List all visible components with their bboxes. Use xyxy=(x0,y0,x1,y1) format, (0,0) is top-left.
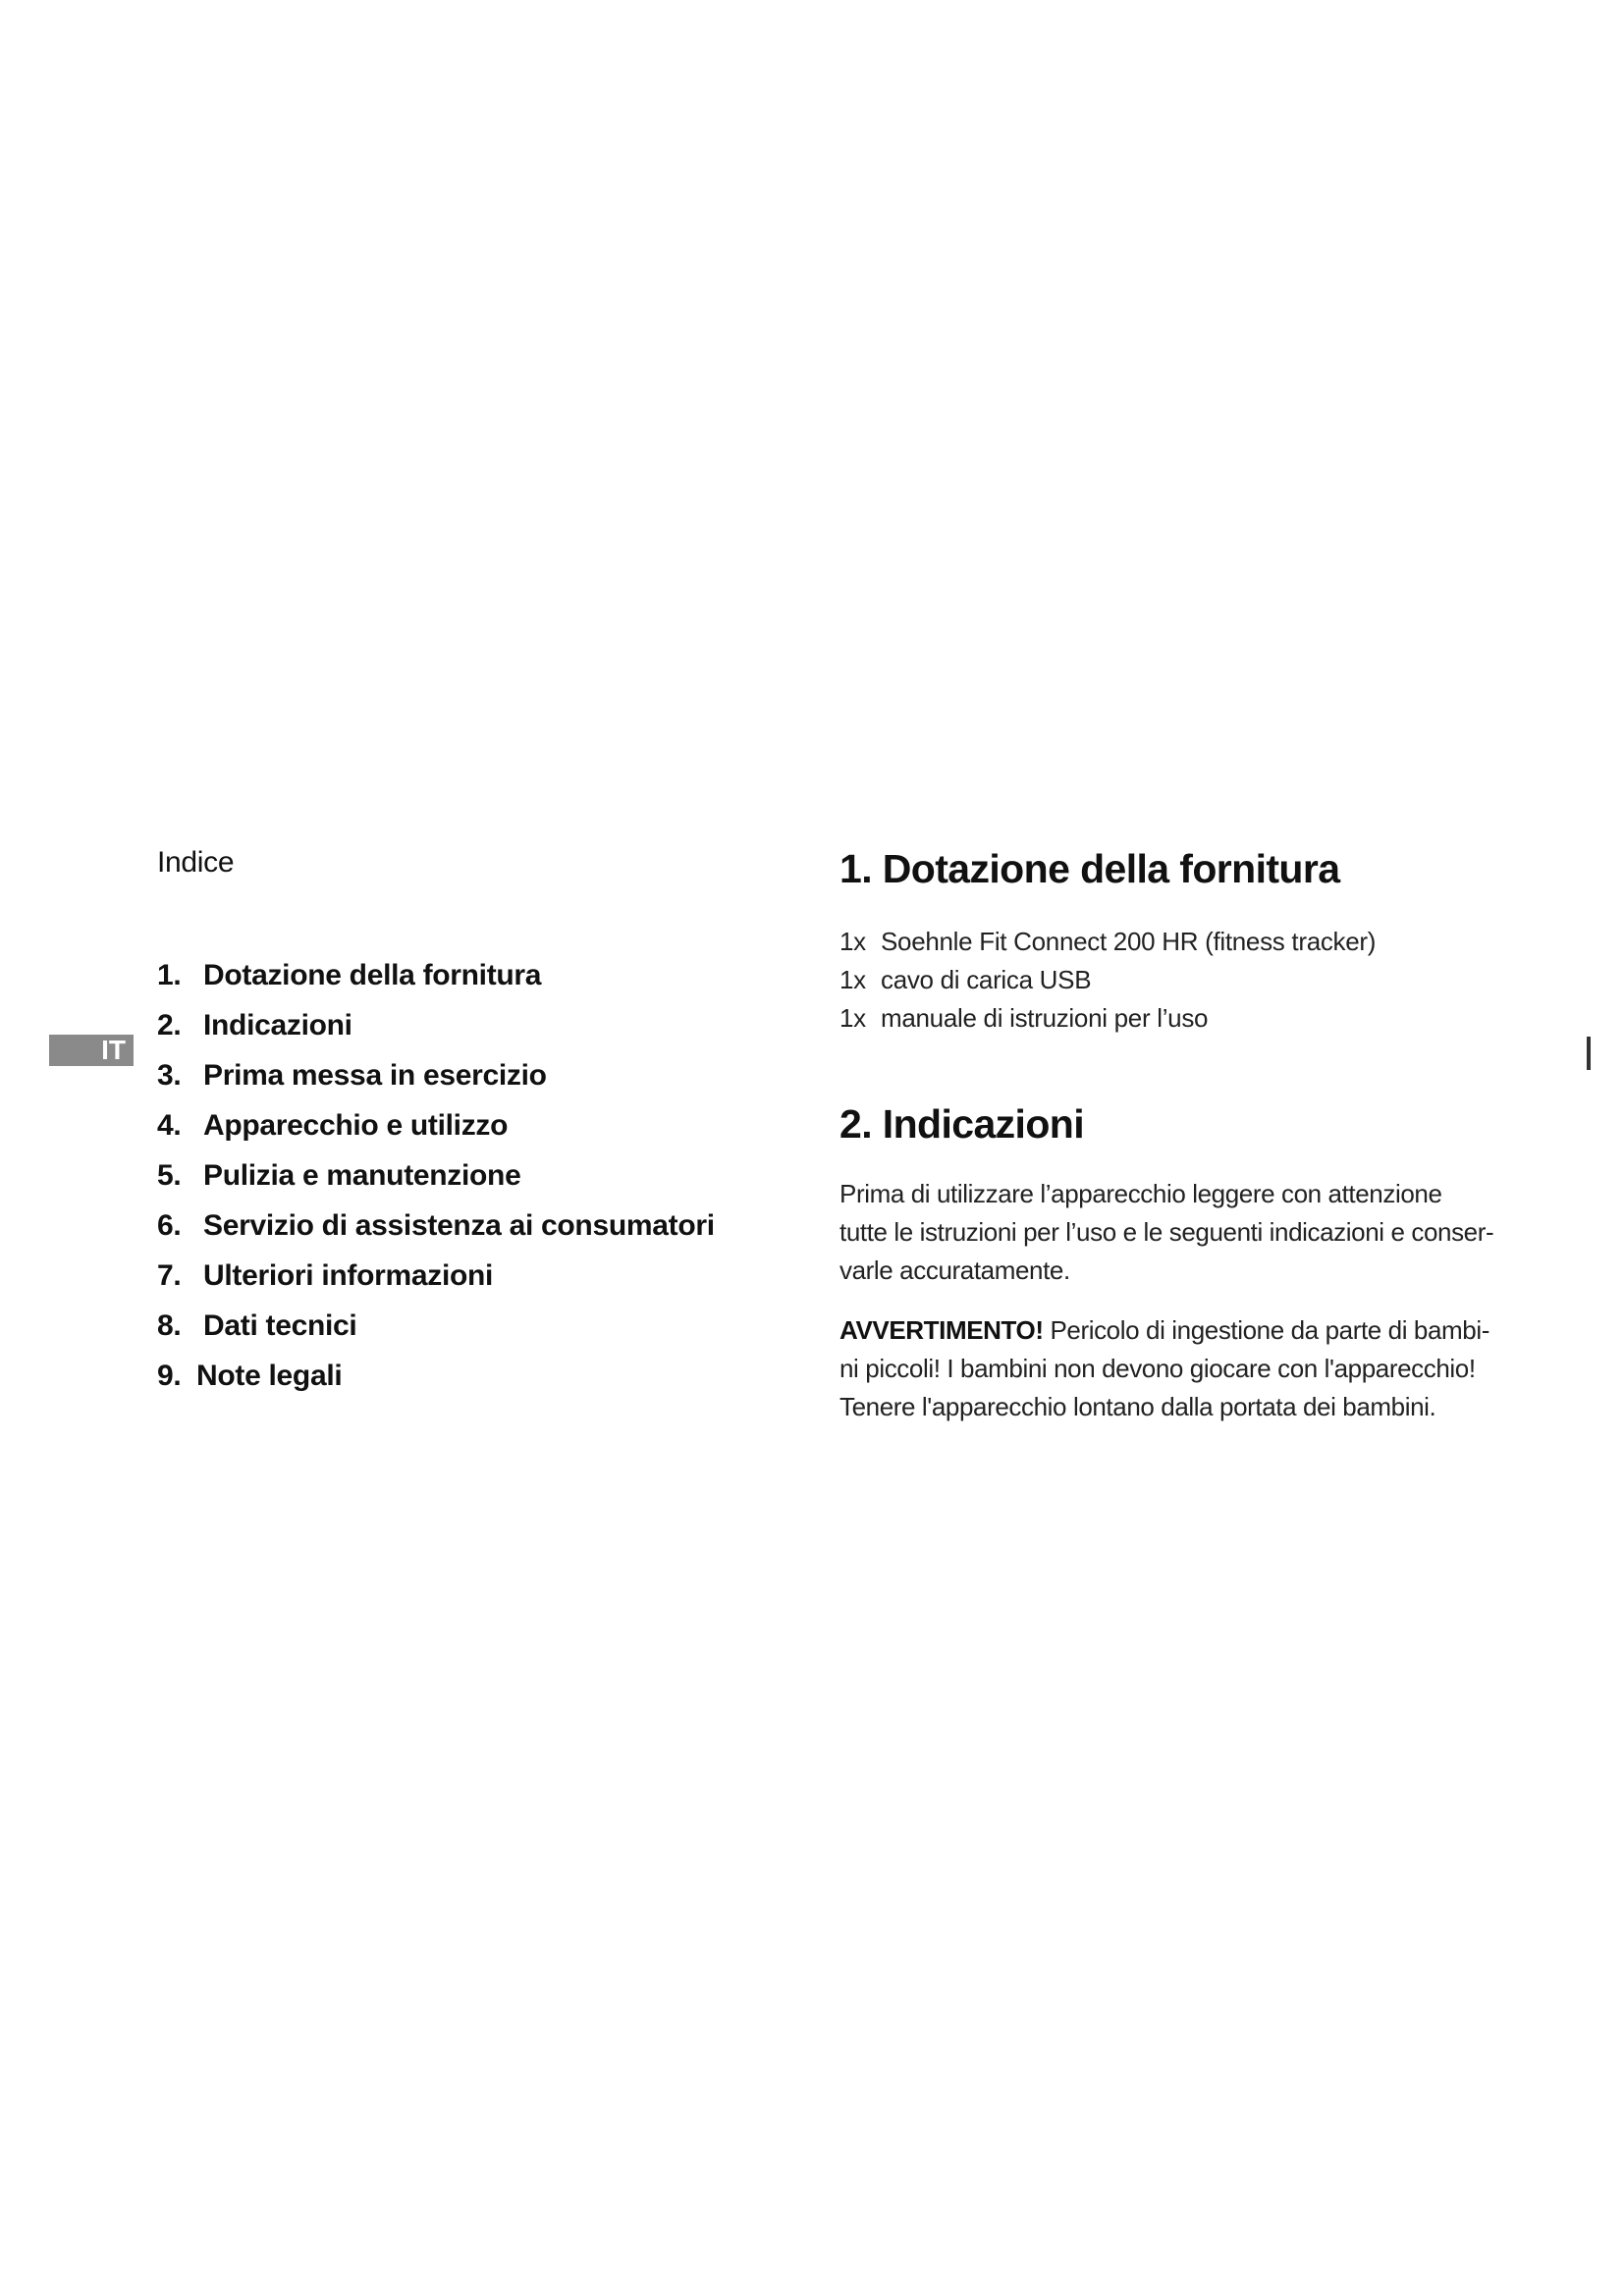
section2-title: 2. Indicazioni xyxy=(839,1101,1085,1147)
toc-title: Indice xyxy=(157,846,235,879)
paragraph-line: Tenere l'apparecchio lontano dalla portata dei bambini. xyxy=(839,1392,1436,1421)
supply-item xyxy=(839,923,1376,961)
toc-item-label: Note legali xyxy=(196,1360,343,1392)
warning-label: AVVERTIMENTO! xyxy=(839,1315,1044,1345)
language-tab xyxy=(49,1035,134,1066)
supply-item xyxy=(839,999,1376,1038)
toc-item-number: 2. xyxy=(157,1009,182,1041)
supply-item-qty: 1x xyxy=(839,965,866,994)
toc-item xyxy=(157,1150,715,1201)
language-tab-label: IT xyxy=(101,1035,126,1065)
toc-item-number: 7. xyxy=(157,1259,182,1292)
instructions-paragraph xyxy=(839,1175,1494,1290)
supply-item-text: Soehnle Fit Connect 200 HR (fitness tracker) xyxy=(881,927,1377,956)
supply-item-text: cavo di carica USB xyxy=(881,965,1092,994)
toc-item-number: 5. xyxy=(157,1159,182,1192)
toc-item xyxy=(157,1351,715,1401)
paragraph-line: varle accuratamente. xyxy=(839,1255,1070,1285)
toc-item xyxy=(157,1251,715,1301)
toc-item xyxy=(157,950,715,1000)
toc-item-label: Dotazione della fornitura xyxy=(203,959,542,991)
toc-item-label: Indicazioni xyxy=(203,1009,352,1041)
toc-item xyxy=(157,1301,715,1351)
toc-item xyxy=(157,1050,715,1100)
paragraph-line: ni piccoli! I bambini non devono giocare con l'apparecchio! xyxy=(839,1354,1476,1383)
section1-title: 1. Dotazione della fornitura xyxy=(839,846,1340,891)
toc-item-number: 3. xyxy=(157,1059,182,1092)
toc-item-label: Apparecchio e utilizzo xyxy=(203,1109,509,1142)
supply-item-qty: 1x xyxy=(839,1003,866,1033)
toc-item-label: Servizio di assistenza ai consumatori xyxy=(203,1209,715,1242)
toc-item-label: Ulteriori informazioni xyxy=(203,1259,494,1292)
toc-item xyxy=(157,1201,715,1251)
toc-item-label: Pulizia e manutenzione xyxy=(203,1159,521,1192)
toc-item-number: 9. xyxy=(157,1360,182,1392)
toc-item-label: Dati tecnici xyxy=(203,1309,357,1342)
toc-list xyxy=(157,950,715,1401)
paragraph-line xyxy=(839,1311,1488,1350)
toc-item-number: 4. xyxy=(157,1109,182,1142)
paragraph-line: Prima di utilizzare l’apparecchio leggere con attenzione xyxy=(839,1179,1442,1208)
paragraph-line: tutte le istruzioni per l’uso e le seguenti indicazioni e conser- xyxy=(839,1217,1494,1247)
supply-item-qty: 1x xyxy=(839,927,866,956)
toc-item-number: 1. xyxy=(157,959,182,991)
toc-item xyxy=(157,1000,715,1050)
toc-item xyxy=(157,1100,715,1150)
margin-mark xyxy=(1587,1037,1591,1070)
supply-item-text: manuale di istruzioni per l’uso xyxy=(881,1003,1209,1033)
warning-paragraph xyxy=(839,1311,1488,1426)
warning-text: Pericolo di ingestione da parte di bambi- xyxy=(1043,1315,1489,1345)
supply-item xyxy=(839,961,1376,999)
toc-item-label: Prima messa in esercizio xyxy=(203,1059,547,1092)
toc-item-number: 6. xyxy=(157,1209,182,1242)
supply-list xyxy=(839,923,1376,1038)
toc-item-number: 8. xyxy=(157,1309,182,1342)
